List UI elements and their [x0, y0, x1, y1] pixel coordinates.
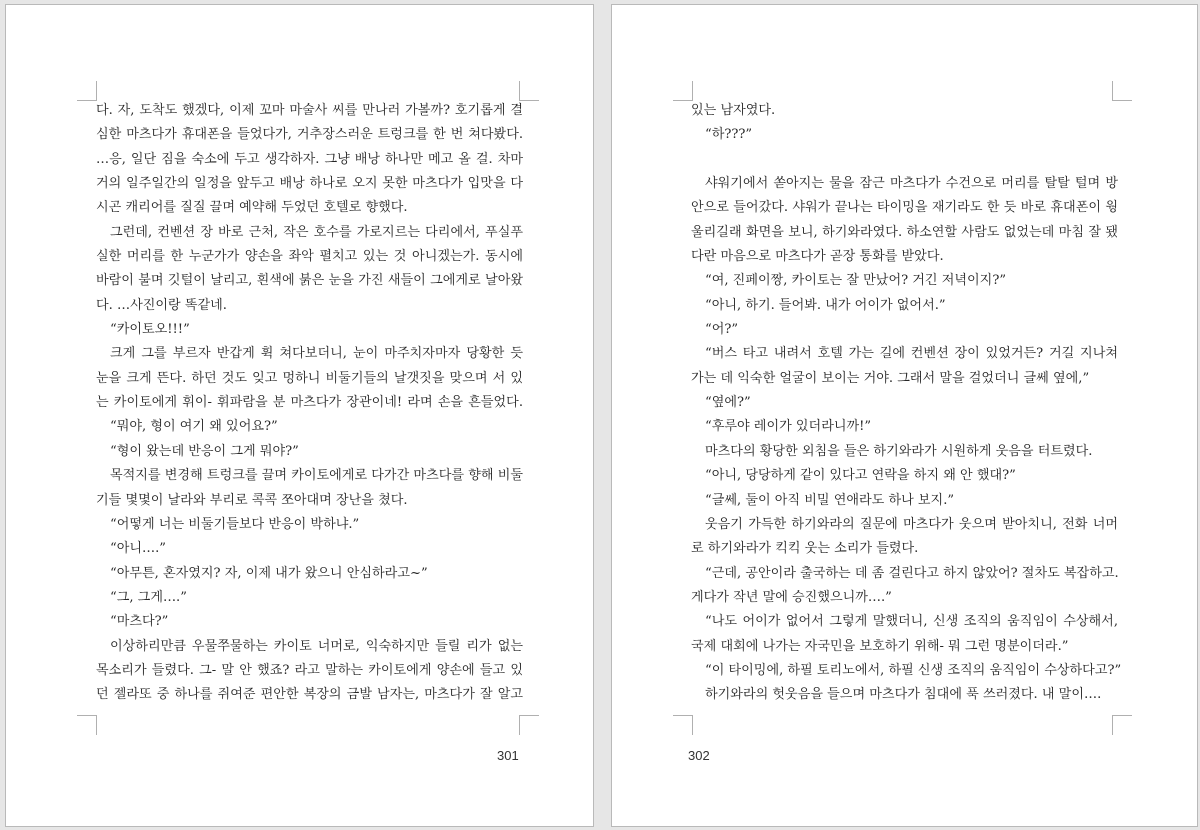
text-line: 있는 남자였다. [691, 103, 776, 118]
text-line: “후루야 레이가 있더라니까!” [705, 419, 872, 435]
text-line: “아니, 하기. 들어봐. 내가 어이가 없어서.” [705, 297, 946, 313]
crop-mark-bottom-right [519, 715, 539, 735]
text-line: 다. …사진이랑 똑같네. [96, 297, 227, 313]
text-line: “근데, 공안이라 출국하는 데 좀 걸린다고 하지 않았어? 절차도 복잡하고. [705, 565, 1119, 581]
text-line: 하기와라의 헛웃음을 들으며 마츠다가 침대에 푹 쓰러졌다. 내 말이…. [705, 687, 1102, 703]
page-text-301 [96, 99, 523, 708]
page-right [611, 4, 1198, 827]
text-line: “그, 그게….” [110, 589, 187, 605]
text-line: 던 젤라또 중 하나를 쥐여준 편안한 복장의 금발 남자는, 마츠다가 잘 알고 [96, 687, 523, 703]
crop-mark-bottom-left [673, 715, 693, 735]
text-line: “아니….” [110, 541, 166, 557]
text-line: “나도 어이가 없어서 그렇게 말했더니, 신생 조직의 움직임이 수상해서, [705, 614, 1118, 630]
text-line: 다. 자, 도착도 했겠다, 이제 꼬마 마술사 씨를 만나러 가볼까? 호기롭게 결 [96, 103, 523, 118]
text-line: 마츠다의 황당한 외침을 들은 하기와라가 시원하게 웃음을 터트렸다. [705, 443, 1093, 459]
text-line: 거의 일주일간의 일정을 앞두고 배낭 하나로 오지 못한 마츠다가 입맛을 다 [96, 176, 523, 192]
text-line: 안으로 들어갔다. 샤워가 끝나는 타이밍을 재기라도 한 듯 바로 휴대폰이 웡 [691, 200, 1118, 216]
text-line: 목소리가 들렸다. 그- 말 안 했죠? 라고 말하는 카이토에게 양손에 들고 있 [96, 662, 523, 678]
text-line: “마츠다?” [110, 614, 169, 630]
text-line: 울리길래 화면을 보니, 하기와라였다. 하소연할 사람도 없었는데 마침 잘 됐 [691, 224, 1118, 240]
text-line: 기들 몇몇이 날라와 부리로 콕콕 쪼아대며 장난을 쳤다. [96, 492, 408, 508]
text-line: “어?” [705, 322, 739, 338]
text-line: “아니, 당당하게 같이 있다고 연락을 하지 왜 안 했대?” [705, 468, 1016, 484]
text-line: “버스 타고 내려서 호텔 가는 길에 컨벤션 장이 있었거든? 거길 지나쳐 [705, 346, 1118, 362]
text-line: 바람이 불며 깃털이 날리고, 흰색에 붉은 눈을 가진 새들이 그에게로 날아왔 [96, 273, 523, 289]
text-line: “아무튼, 혼자였지? 자, 이제 내가 왔으니 안심하라고~” [110, 565, 428, 581]
text-line: 시곤 캐리어를 질질 끌며 예약해 두었던 호텔로 향했다. [96, 200, 408, 216]
crop-mark-top-left [77, 81, 97, 101]
crop-mark-top-right [1112, 81, 1132, 101]
page-number: 301 [497, 748, 519, 763]
text-line: 실한 머리를 한 누군가가 양손을 좌악 펼치고 있는 것 아니겠는가. 동시에 [96, 249, 523, 265]
text-line: “옆에?” [705, 395, 751, 411]
text-line: …응, 일단 짐을 숙소에 두고 생각하자. 그냥 배낭 하나만 메고 올 걸. 차마 [96, 151, 523, 167]
text-line: “형이 왔는데 반응이 그게 뭐야?” [110, 443, 299, 459]
text-line: “카이토오!!!” [110, 322, 190, 338]
text-line: 로 하기와라가 킥킥 웃는 소리가 들렸다. [691, 541, 919, 557]
text-line: 샤워기에서 쏟아지는 물을 잠근 마츠다가 수건으로 머리를 탈탈 털며 방 [705, 176, 1118, 192]
text-line: “하???” [705, 127, 753, 143]
page-text-302 [691, 99, 1122, 708]
text-line: 그런데, 컨벤션 장 바로 근처, 작은 호수를 가로지르는 다리에서, 푸실푸 [110, 224, 523, 240]
page-left [5, 4, 594, 827]
text-line: 웃음기 가득한 하기와라의 질문에 마츠다가 웃으며 받아치니, 전화 너머 [705, 516, 1118, 532]
text-line: 심한 마츠다가 휴대폰을 들었다가, 거추장스러운 트렁크를 한 번 쳐다봤다. [96, 127, 523, 143]
text-line: “여, 진페이짱, 카이토는 잘 만났어? 거긴 저녁이지?” [705, 273, 1007, 289]
crop-mark-bottom-right [1112, 715, 1132, 735]
text-line: 는 카이토에게 휘이- 휘파람을 분 마츠다가 장관이네! 라며 손을 흔들었다. [96, 395, 523, 411]
crop-mark-top-right [519, 81, 539, 101]
text-line: 가는 데 익숙한 얼굴이 보이는 거야. 그래서 말을 걸었더니 글쎄 옆에,” [691, 370, 1090, 386]
text-line: “글쎄, 둘이 아직 비밀 연애라도 하나 보지.” [705, 492, 955, 508]
page-number: 302 [688, 748, 710, 763]
text-line: 국제 대회에 나가는 자국민을 보호하기 위해- 뭐 그런 명분이더라.” [691, 638, 1069, 654]
text-line: 이상하리만큼 우물쭈물하는 카이토 너머로, 익숙하지만 들릴 리가 없는 [110, 638, 523, 654]
text-line: “이 타이밍에, 하필 토리노에서, 하필 신생 조직의 움직임이 수상하다고?” [705, 662, 1122, 678]
text-line: 다란 마음으로 마츠다가 곧장 통화를 받았다. [691, 249, 944, 265]
text-line: 눈을 크게 뜬다. 하던 것도 잊고 멍하니 비둘기들의 날갯짓을 맞으며 서 있 [96, 370, 523, 386]
text-line: “뭐야, 형이 여기 왜 있어요?” [110, 419, 278, 435]
text-line: 게다가 작년 말에 승진했으니까….” [691, 589, 892, 605]
text-line: “어떻게 너는 비둘기들보다 반응이 박하냐.” [110, 516, 360, 532]
text-line: 목적지를 변경해 트렁크를 끌며 카이토에게로 다가간 마츠다를 향해 비둘 [110, 468, 523, 484]
crop-mark-top-left [673, 81, 693, 101]
crop-mark-bottom-left [77, 715, 97, 735]
text-line: 크게 그를 부르자 반갑게 휙 쳐다보더니, 눈이 마주치자마자 당황한 듯 [110, 346, 523, 362]
blank-line [691, 148, 1118, 172]
